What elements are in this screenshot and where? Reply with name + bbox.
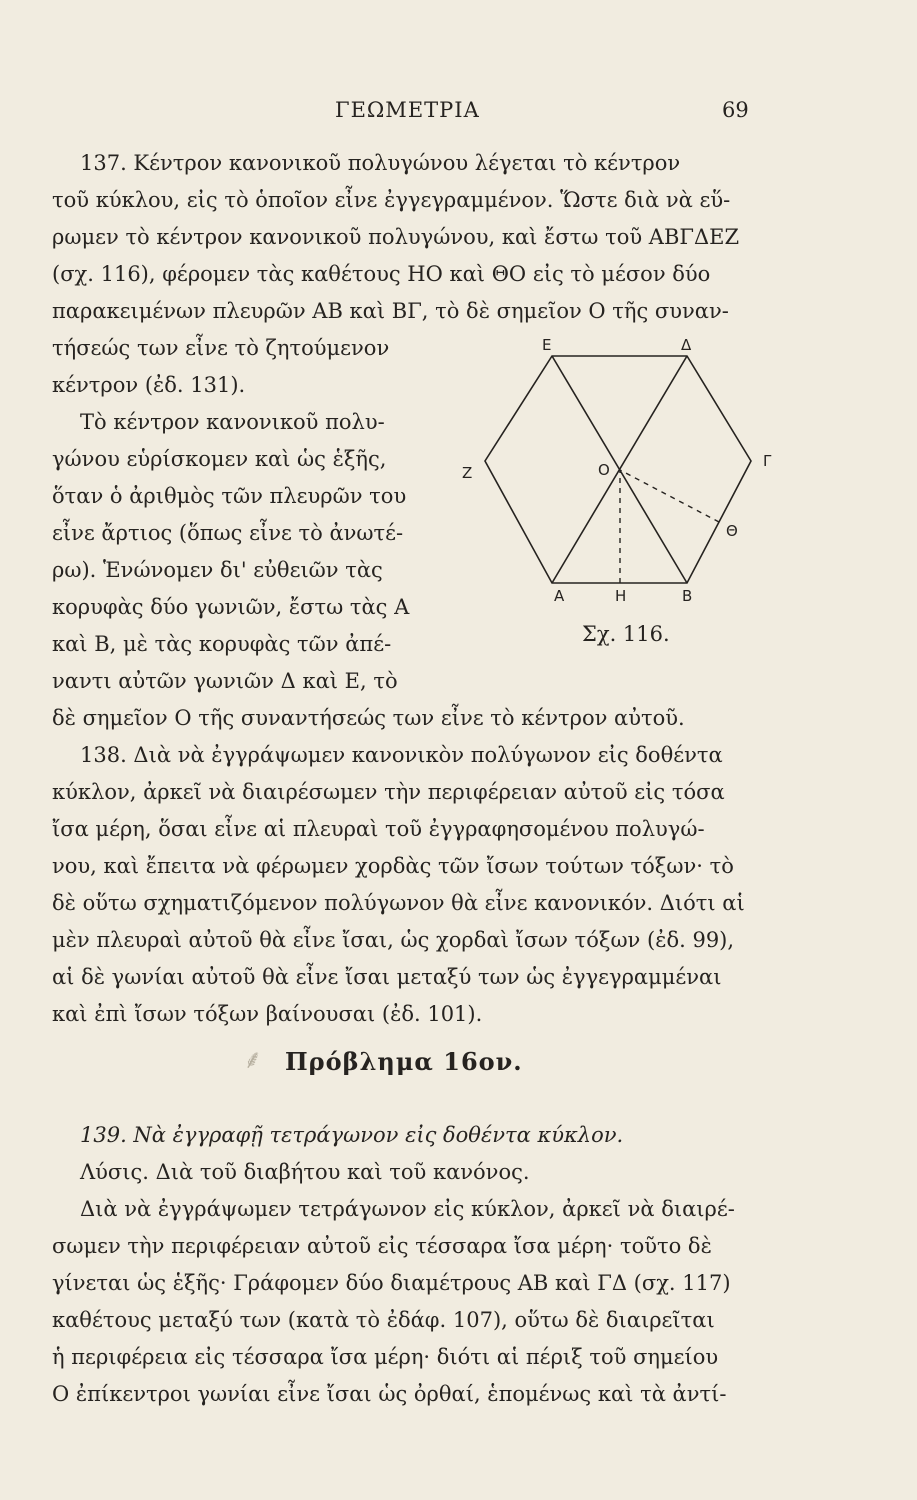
label-h: Η xyxy=(615,587,627,605)
text-line: 137. Κέντρον κανονικοῦ πολυγώνου λέγεται τὸ κέντρον xyxy=(80,151,681,175)
label-th: Θ xyxy=(726,522,738,540)
label-a: Α xyxy=(554,587,565,605)
label-o: Ο xyxy=(598,461,610,479)
text-line: σωμεν τὴν περιφέρειαν αὐτοῦ εἰς τέσσαρα ἴσα μέρη· τοῦτο δὲ xyxy=(52,1234,712,1258)
label-b: Β xyxy=(682,587,693,605)
text-line: ναντι αὐτῶν γωνιῶν Δ καὶ Ε, τὸ xyxy=(52,669,398,693)
text-line: παρακειμένων πλευρῶν ΑΒ καὶ ΒΓ, τὸ δὲ σημεῖον Ο τῆς συναν- xyxy=(52,299,729,323)
text-line: καὶ Β, μὲ τὰς κορυφὰς τῶν ἀπέ- xyxy=(52,632,392,656)
text-line: γώνου εὑρίσκομεν καὶ ὡς ἑξῆς, xyxy=(52,447,387,471)
text-line: Τὸ κέντρον κανονικοῦ πολυ- xyxy=(80,410,385,434)
text-line: εἶνε ἄρτιος (ὅπως εἶνε τὸ ἀνωτέ- xyxy=(52,521,404,545)
text-line: γίνεται ὡς ἑξῆς· Γράφομεν δύο διαμέτρους ΑΒ καὶ ΓΔ (σχ. 117) xyxy=(52,1271,731,1295)
label-z: Ζ xyxy=(462,464,473,482)
text-line: ὅταν ὁ ἀριθμὸς τῶν πλευρῶν του xyxy=(52,484,407,508)
text-line: καθέτους μεταξύ των (κατὰ τὸ ἐδάφ. 107), οὕτω δὲ διαιρεῖται xyxy=(52,1308,715,1332)
label-d: Δ xyxy=(681,336,692,354)
hexagon-figure xyxy=(450,330,820,640)
label-g: Γ xyxy=(763,452,772,470)
text-line: κύκλον, ἀρκεῖ νὰ διαιρέσωμεν τὴν περιφέρειαν αὐτοῦ εἰς τόσα xyxy=(52,780,725,804)
hexagon-outline xyxy=(485,356,751,583)
page-number: 69 xyxy=(722,98,749,122)
text-line: νου, καὶ ἔπειτα νὰ φέρωμεν χορδὰς τῶν ἴσων τούτων τόξων· τὸ xyxy=(52,854,734,878)
margin-mark: ⸙ xyxy=(243,1045,263,1075)
label-e: Ε xyxy=(542,336,552,354)
text-line: αἱ δὲ γωνίαι αὐτοῦ θὰ εἶνε ἴσαι μεταξύ των ὡς ἐγγεγραμμέναι xyxy=(52,965,722,989)
text-line: ἴσα μέρη, ὅσαι εἶνε αἱ πλευραὶ τοῦ ἐγγραφησομένου πολυγώ- xyxy=(52,817,705,841)
text-line: μὲν πλευραὶ αὐτοῦ θὰ εἶνε ἴσαι, ὡς χορδαὶ ἴσων τόξων (ἐδ. 99), xyxy=(52,928,735,952)
text-line: ρωμεν τὸ κέντρον κανονικοῦ πολυγώνου, καὶ ἔστω τοῦ ΑΒΓΔΕΖ xyxy=(52,225,740,249)
figure-caption: Σχ. 116. xyxy=(582,622,670,646)
text-line: τήσεώς των εἶνε τὸ ζητούμενον xyxy=(52,336,390,360)
text-line: 138. Διὰ νὰ ἐγγράψωμεν κανονικὸν πολύγωνον εἰς δοθέντα xyxy=(80,743,723,767)
text-line: δὲ οὕτω σχηματιζόμενον πολύγωνον θὰ εἶνε κανονικόν. Διότι αἱ xyxy=(52,891,745,915)
text-line: (σχ. 116), φέρομεν τὰς καθέτους ΗΟ καὶ ΘΟ εἰς τὸ μέσον δύο xyxy=(52,262,711,286)
text-line: Διὰ νὰ ἐγγράψωμεν τετράγωνον εἰς κύκλον, ἀρκεῖ νὰ διαιρέ- xyxy=(80,1197,735,1221)
text-line: Ο ἐπίκεντροι γωνίαι εἶνε ἴσαι ὡς ὀρθαί, ἑπομένως καὶ τὰ ἀντί- xyxy=(52,1382,727,1406)
running-header-title: ΓΕΩΜΕΤΡΙΑ xyxy=(335,98,480,122)
text-line: ἡ περιφέρεια εἰς τέσσαρα ἴσα μέρη· διότι αἱ πέριξ τοῦ σημείου xyxy=(52,1345,719,1369)
section-heading: Πρόβλημα 16ον. xyxy=(285,1047,523,1076)
solution-line: Λύσις. Διὰ τοῦ διαβήτου καὶ τοῦ κανόνος. xyxy=(80,1160,530,1184)
problem-statement: 139. Νὰ ἐγγραφῇ τετράγωνον εἰς δοθέντα κύκλον. xyxy=(80,1123,624,1147)
text-line: καὶ ἐπὶ ἴσων τόξων βαίνουσαι (ἐδ. 101). xyxy=(52,1002,483,1026)
text-line: κέντρον (ἐδ. 131). xyxy=(52,373,246,397)
text-line: δὲ σημεῖον Ο τῆς συναντήσεώς των εἶνε τὸ κέντρον αὐτοῦ. xyxy=(52,706,685,730)
text-line: κορυφὰς δύο γωνιῶν, ἔστω τὰς Α xyxy=(52,595,410,619)
text-line: τοῦ κύκλου, εἰς τὸ ὁποῖον εἶνε ἐγγεγραμμένον. Ὥστε διὰ νὰ εὕ- xyxy=(52,188,731,212)
text-line: ρω). Ἑνώνομεν δι' εὐθειῶν τὰς xyxy=(52,558,383,582)
